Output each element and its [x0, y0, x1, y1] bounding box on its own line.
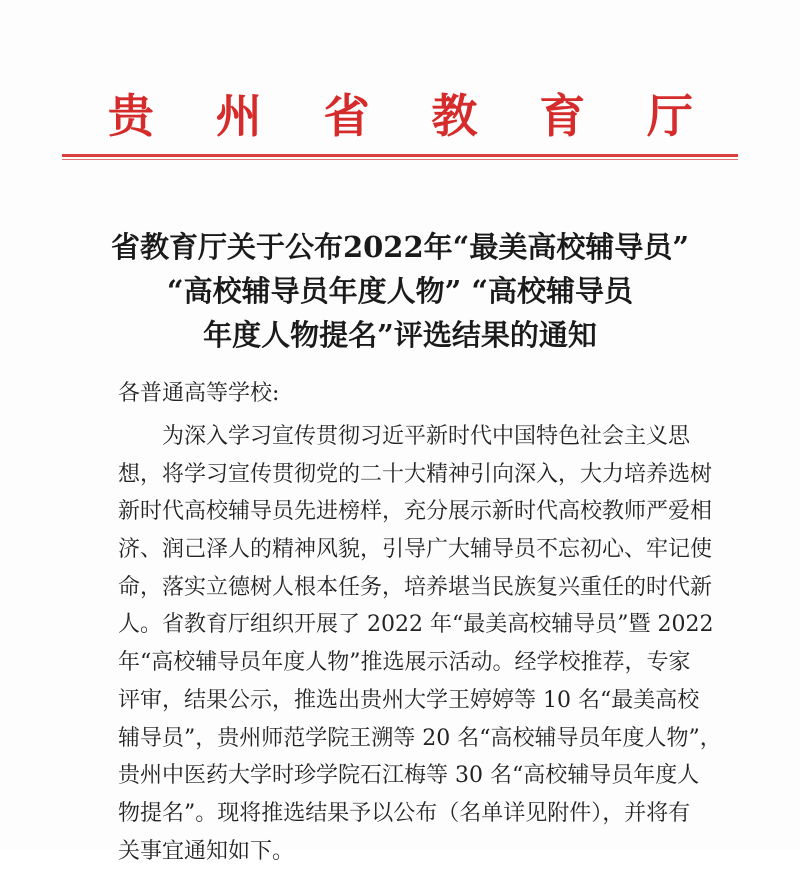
letterhead-rule-thick [62, 154, 738, 157]
body-line: 想，将学习宣传贯彻党的二十大精神引向深入，大力培养选树 [118, 461, 713, 487]
document-title [60, 225, 740, 357]
body-line: 为深入学习宣传贯彻习近平新时代中国特色社会主义思 [162, 424, 691, 449]
body-line: 贵州中医药大学时珍学院石江梅等 30 名“高校辅导员年度人 [118, 763, 700, 789]
body-paragraph [118, 418, 722, 870]
body-line: 人。省教育厅组织开展了 2022 年“最美高校辅导员”暨 2022 [118, 612, 714, 638]
title-line: “高校辅导员年度人物” “高校辅导员 [166, 274, 634, 308]
body-line: 关事宜通知如下。 [118, 838, 295, 864]
letterhead-char: 州 [215, 89, 262, 143]
letterhead-char: 贵 [108, 89, 154, 143]
body-line: 年“高校辅导员年度人物”推选展示活动。经学校推荐，专家 [118, 650, 691, 676]
body-line: 命，落实立德树人根本任务，培养堪当民族复兴重任的时代新 [118, 574, 713, 600]
body-line: 物提名”。现将推选结果予以公布（名单详见附件），并将有 [118, 800, 691, 826]
title-line: 年度人物提名”评选结果的通知 [203, 318, 597, 352]
body-line: 评审，结果公示，推选出贵州大学王婷婷等 10 名“最美高校 [118, 687, 700, 713]
body-line: 辅导员”，贵州师范学院王溯等 20 名“高校辅导员年度人物”， [118, 725, 722, 751]
salutation: 各普通高等学校: [118, 381, 280, 406]
letterhead-char: 省 [323, 89, 370, 143]
letterhead [108, 86, 693, 146]
letterhead-rule-thin [62, 159, 738, 160]
letterhead-char: 育 [539, 89, 586, 143]
body-line: 新时代高校辅导员先进榜样，充分展示新时代高校教师严爱相 [118, 499, 713, 525]
title-line: 省教育厅关于公布2022年“最美高校辅导员” [110, 230, 690, 264]
letterhead-char: 厅 [646, 89, 693, 143]
body-line: 济、润己泽人的精神风貌，引导广大辅导员不忘初心、牢记使 [118, 537, 713, 563]
letterhead-char: 教 [431, 89, 478, 143]
